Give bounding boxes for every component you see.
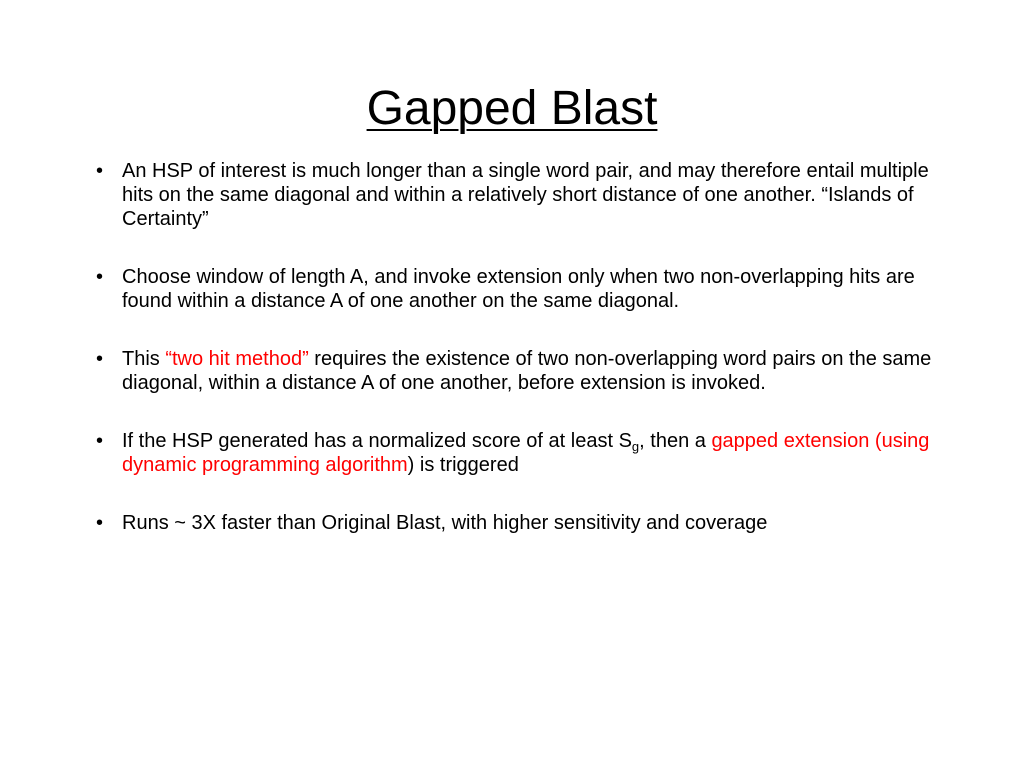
bullet-text-prefix: This xyxy=(122,348,166,370)
bullet-text-suffix: ) is triggered xyxy=(407,454,519,476)
bullet-item xyxy=(96,511,956,535)
bullet-list xyxy=(96,159,956,569)
bullet-marker: • xyxy=(96,348,104,370)
bullet-text: Runs ~ 3X faster than Original Blast, with higher sensitivity and coverage xyxy=(122,512,768,534)
bullet-marker: • xyxy=(96,430,104,452)
bullet-text: An HSP of interest is much longer than a single word pair, and may therefore entail multiple hits on the same diagonal and within a relatively short distance of one another. “Islands of Certainty” xyxy=(122,160,929,230)
bullet-text-middle: , then a xyxy=(639,430,712,452)
bullet-marker: • xyxy=(96,160,104,182)
bullet-text-prefix: If the HSP generated has a normalized score of at least S xyxy=(122,430,632,452)
bullet-text: Choose window of length A, and invoke extension only when two non-overlapping hits are found within a distance A of one another on the same diagonal. xyxy=(122,266,915,312)
subscript-g: g xyxy=(631,439,640,454)
bullet-item xyxy=(96,159,956,231)
bullet-item xyxy=(96,265,956,313)
bullet-item xyxy=(96,429,956,477)
bullet-marker: • xyxy=(96,266,104,288)
bullet-marker: • xyxy=(96,512,104,534)
slide-title: Gapped Blast xyxy=(366,82,658,135)
highlighted-term: “two hit method” xyxy=(165,348,309,370)
highlighted-term: gapped extension (using dynamic programming algorithm xyxy=(122,430,930,476)
bullet-item xyxy=(96,347,956,395)
bullet-text-suffix: requires the existence of two non-overlapping word pairs on the same diagonal, within a distance A of one another, before extension is invoked. xyxy=(122,348,932,394)
